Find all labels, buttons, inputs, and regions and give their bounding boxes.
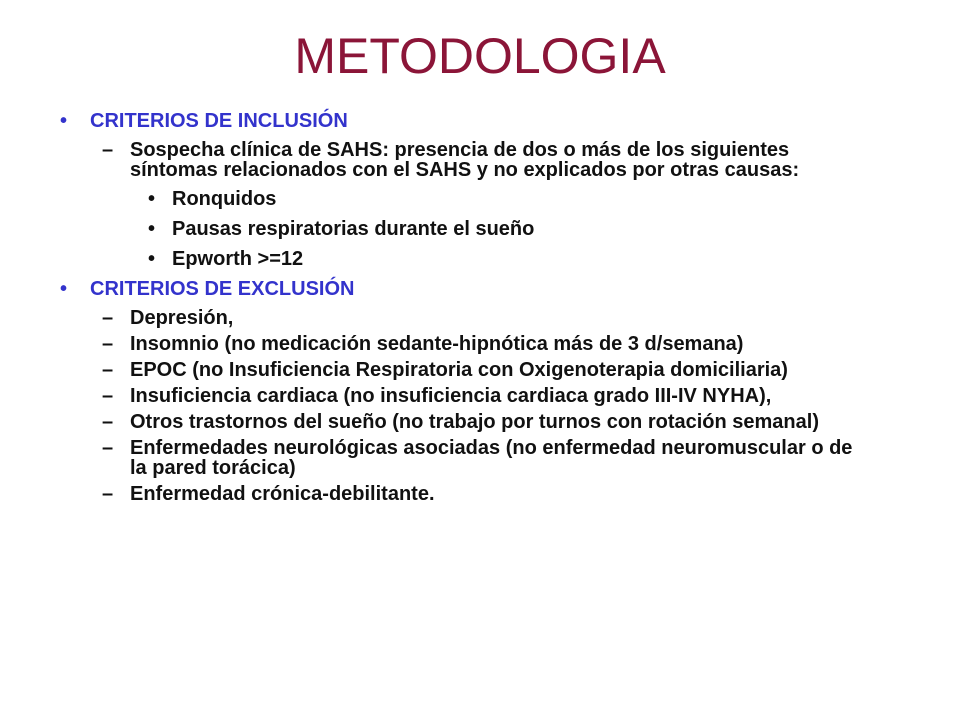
dash-icon: – — [102, 333, 114, 355]
exclusion-text: Insuficiencia cardiaca (no insuficiencia cardiaca grado III-IV NYHA), — [130, 385, 772, 407]
symptom-text: Ronquidos — [172, 188, 277, 210]
symptom-text: Pausas respiratorias durante el sueño — [172, 218, 535, 240]
dash-icon: – — [102, 411, 114, 433]
bullet-icon: • — [148, 248, 156, 270]
slide-body — [0, 104, 960, 504]
exclusion-item — [102, 333, 860, 355]
symptom-item — [148, 188, 960, 210]
dash-icon: – — [102, 483, 114, 505]
symptom-item — [148, 218, 960, 240]
exclusion-item — [102, 437, 860, 479]
bullet-icon: • — [148, 188, 156, 210]
exclusion-text: Enfermedades neurológicas asociadas (no enfermedad neuromuscular o de la pared torácica) — [130, 437, 853, 479]
dash-icon: – — [102, 385, 114, 407]
exclusion-heading-text: CRITERIOS DE EXCLUSIÓN — [90, 278, 355, 300]
inclusion-sub-text: Sospecha clínica de SAHS: presencia de dos o más de los siguientes síntomas relacionados con el SAHS y no explicados por otras causas: — [130, 139, 800, 181]
inclusion-heading — [60, 108, 960, 134]
dash-icon: – — [102, 437, 114, 459]
dash-icon: – — [102, 359, 114, 381]
inclusion-heading-text: CRITERIOS DE INCLUSIÓN — [90, 110, 348, 132]
exclusion-item — [102, 385, 860, 407]
bullet-icon: • — [148, 218, 156, 240]
exclusion-item — [102, 483, 860, 505]
exclusion-text: Otros trastornos del sueño (no trabajo por turnos con rotación semanal) — [130, 411, 819, 433]
exclusion-item — [102, 359, 860, 381]
exclusion-item — [102, 411, 860, 433]
exclusion-text: Depresión, — [130, 307, 234, 329]
symptom-item — [148, 248, 960, 270]
dash-icon: – — [102, 307, 114, 329]
dash-icon: – — [102, 139, 114, 161]
slide-title: METODOLOGIA — [294, 28, 666, 84]
bullet-icon: • — [60, 278, 68, 300]
exclusion-text: EPOC (no Insuficiencia Respiratoria con Oxigenoterapia domiciliaria) — [130, 359, 788, 381]
exclusion-heading — [60, 276, 960, 302]
exclusion-item — [102, 307, 860, 329]
symptom-text: Epworth >=12 — [172, 248, 304, 270]
inclusion-sub-item — [102, 139, 860, 181]
exclusion-text: Insomnio (no medicación sedante-hipnótica más de 3 d/semana) — [130, 333, 744, 355]
bullet-icon: • — [60, 110, 68, 132]
exclusion-text: Enfermedad crónica-debilitante. — [130, 483, 435, 505]
